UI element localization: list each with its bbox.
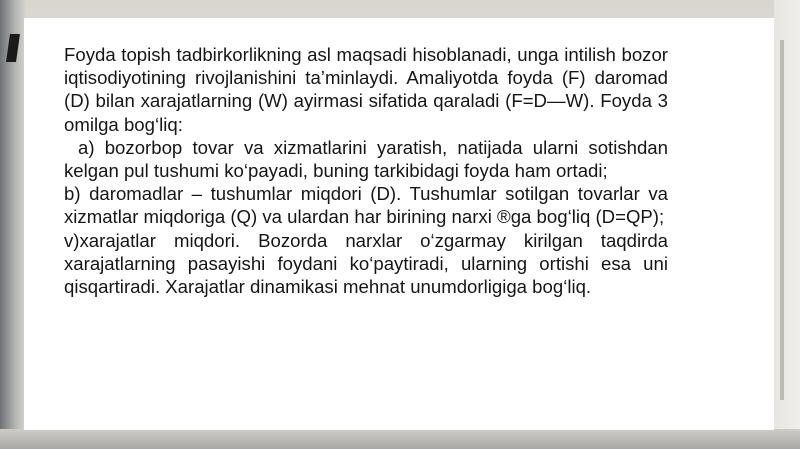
paragraph-item-b: b) daromadlar – tushumlar miqdori (D). Tushumlar sotilgan tovarlar va xizmatlar miqdoriga (Q) va ulardan har birining narxi ®ga bog‘liq (D=QP); bbox=[64, 183, 668, 228]
paragraph-intro: Foyda topish tadbirkorlikning asl maqsadi hisoblanadi, unga intilish bozor iqtisodiyotining rivojlanishini ta’minlaydi. Amaliyotda foyda (F) daromad (D) bilan xarajatlarning (W) ayirmasi sifatida qaraladi (F=D—W). Foyda 3 omilga bog‘liq: bbox=[64, 44, 668, 135]
background-bottom-edge bbox=[0, 429, 800, 449]
document-body bbox=[64, 43, 668, 298]
paragraph-item-a: a) bozorbop tovar va xizmatlarini yaratish, natijada ularni sotishdan kelgan pul tushumi ko‘payadi, buning tarkibidagi foyda ham ortadi; bbox=[64, 136, 668, 182]
background-pole bbox=[780, 40, 784, 400]
background-dark-stripe bbox=[6, 34, 20, 62]
background-right-edge bbox=[774, 0, 800, 449]
paragraph-item-v: v)xarajatlar miqdori. Bozorda narxlar o‘zgarmay kirilgan taqdirda xarajatlarning pasayishi foydani ko‘paytiradi, ularning ortishi esa uni qisqartiradi. Xarajatlar dinamikasi mehnat unumdorligiga bog‘liq. bbox=[64, 229, 668, 298]
text-card bbox=[24, 18, 774, 430]
background-left-edge bbox=[0, 0, 26, 449]
